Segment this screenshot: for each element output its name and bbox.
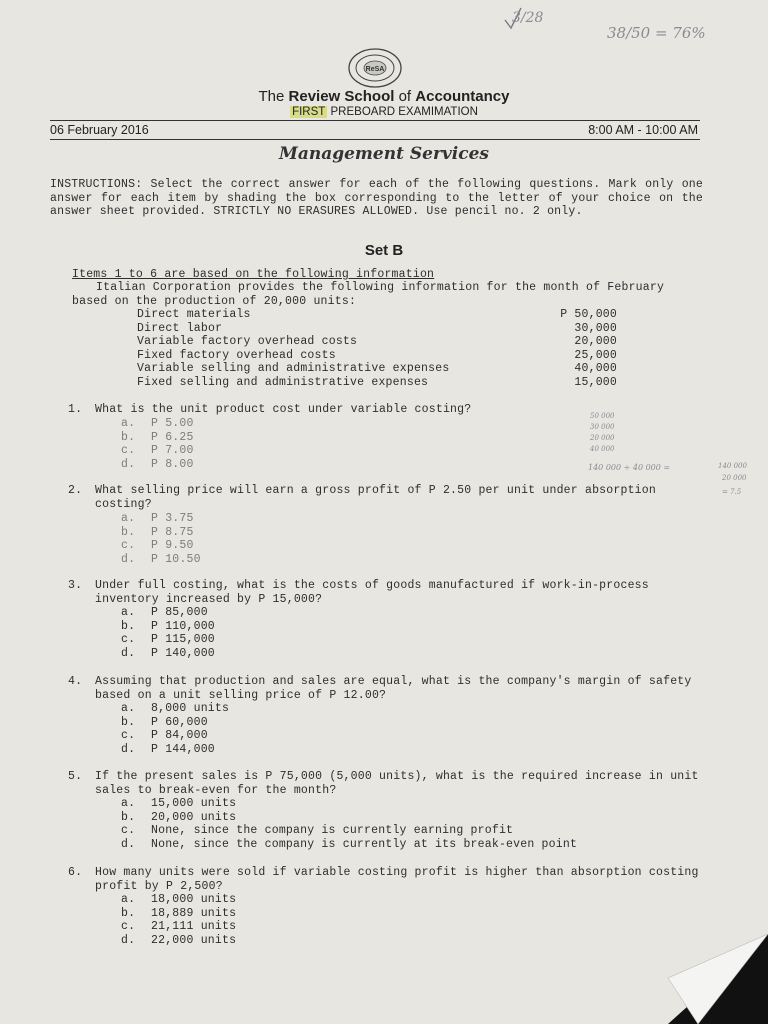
option: b. P 110,000	[121, 619, 215, 633]
handwritten-score: 38/50 = 76%	[607, 24, 706, 42]
logo-text: ReSA	[365, 66, 385, 73]
problem-intro: Italian Corporation provides the following information for the month of February based on the production of 20,000 units:	[72, 281, 665, 308]
option: c. 21,111 units	[121, 920, 237, 933]
cost-row: Direct labor 30,000	[137, 321, 617, 335]
option: d. 22,000 units	[121, 933, 237, 947]
exam-page: 3/28 38/50 = 76% ReSA The Review School of Accountancy FIRST PREBOARD EXAMIMATION 06 February 2016 8:00 AM - 10:00 AM Management Services INSTRUCTIONS: Select the correct answer for each of the following questions. Mark only one answer for each item by shading the box corresponding to the letter of your choice on the answer sheet provided. STRICTLY NO ERASURES ALLOWED. Use pencil no. 2 only. Set B Items 1 to 6 are based on the following information Italian Corporation provides the following information for the month of February based on the production of 20,000 units: Direct materials P 50,000 Direct labor 30,000 Variable factory overhead costs 20,000 Fixed factory overhead costs 25,000 Variable selling and administrative expenses 40,000 Fixed selling and administrative expenses 15,000 1. What is the unit product cost under variable costing? a. P 5.00 b. P 6.25 c. P 7.00 d. P 8.00 50 000 30 000 20 000 40 000 140 000 ÷ 40 000 = 140 000 20 000 = 7.5 2. What selling price will earn a gross profit of P 2.50 per unit under absorption costing? a. P 3.75 b. P 8.75 c. P 9.50 d. P 10.50 3. Under full costing, what is the costs of goods manufactured if work-in-process inventory increased by P 15,000? a. P 85,000 b. P 110,000 c. P 115,000 d. P 140,000 4. Assuming that production and sales are equal, what is the company's margin of safety based on a unit selling price of P 12.00? a. 8,000 units b. P 60,000 c. P 84,000 d. P 144,000 5. If the present sales is P 75,000 (5,000 units), what is the required increase in unit sales to break-even for the month? a. 15,000 units b. 20,000 units c. None, since the company is currently earning profit d. None, since the company is currently at its break-even point 6. How many units were sold if variable costing profit is higher than absorption costing profit by P 2,500? a. 18,000 units b. 18,889 units c. 21,111 units d. 22,000 units	[0, 0, 768, 1024]
exam-time: 8:00 AM - 10:00 AM	[588, 123, 698, 137]
subject-title: Management Services	[279, 144, 489, 164]
option: d. P 10.50	[121, 552, 201, 566]
option: d. P 8.00	[121, 457, 194, 471]
option: c. None, since the company is currently earning profit	[121, 824, 514, 837]
option: d. None, since the company is currently at its break-even point	[121, 837, 578, 851]
items-heading: Items 1 to 6 are based on the following information	[72, 268, 435, 281]
option: b. 20,000 units	[121, 810, 237, 824]
cost-row: Fixed selling and administrative expenses 15,000	[137, 375, 617, 389]
option: a. P 5.00	[121, 417, 194, 430]
option: c. P 84,000	[121, 729, 208, 742]
school-seal-logo	[348, 48, 402, 88]
handwritten-note: 3/28	[512, 10, 544, 26]
option: c. P 7.00	[121, 444, 194, 457]
set-label: Set B	[364, 242, 404, 259]
option: b. P 8.75	[121, 525, 194, 539]
option: c. P 9.50	[121, 539, 194, 552]
cost-row: Variable selling and administrative expenses 40,000	[137, 362, 617, 375]
header-rule	[50, 120, 700, 121]
cost-row: Variable factory overhead costs 20,000	[137, 335, 617, 348]
instructions: INSTRUCTIONS: Select the correct answer for each of the following questions. Mark only one answer for each item by shading the box corresponding to the letter of your choice on the answer sheet provided. STRICTLY NO ERASURES ALLOWED. Use pencil no. 2 only.	[50, 178, 703, 218]
cost-row: Fixed factory overhead costs 25,000	[137, 348, 617, 362]
option: a. P 85,000	[121, 606, 208, 619]
folded-corner	[668, 934, 768, 1024]
option: a. 18,000 units	[121, 893, 237, 906]
exam-title: FIRST PREBOARD EXAMIMATION	[292, 106, 478, 118]
option: c. P 115,000	[121, 633, 215, 646]
option: b. 18,889 units	[121, 906, 237, 920]
school-name: The Review School of Accountancy	[258, 88, 510, 105]
option: d. P 140,000	[121, 646, 215, 660]
option: a. P 3.75	[121, 512, 194, 525]
option: a. 15,000 units	[121, 797, 237, 810]
option: a. 8,000 units	[121, 702, 230, 715]
exam-date: 06 February 2016	[50, 123, 149, 137]
option: b. P 6.25	[121, 430, 194, 444]
cost-row: Direct materials P 50,000	[137, 308, 617, 321]
header-rule-bottom	[50, 139, 700, 140]
option: b. P 60,000	[121, 715, 208, 729]
option: d. P 144,000	[121, 742, 215, 756]
